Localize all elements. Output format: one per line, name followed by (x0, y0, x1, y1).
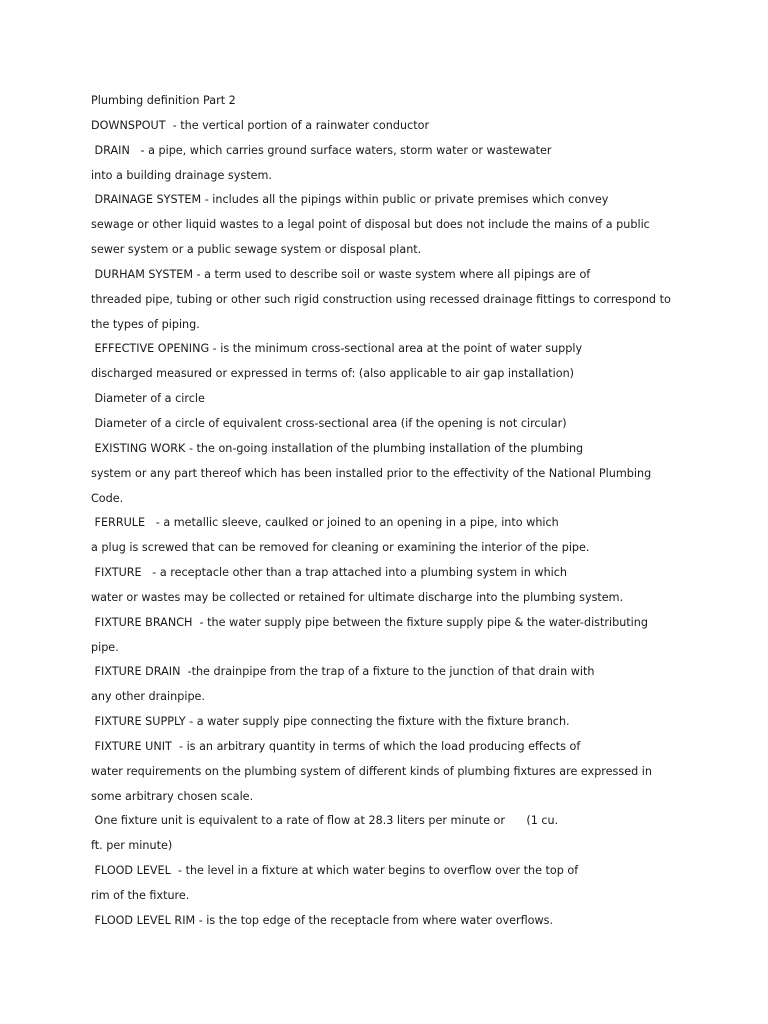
text-line: sewer system or a public sewage system or disposal plant. (91, 243, 422, 257)
text-line: rim of the fixture. (91, 889, 190, 902)
text-line: sewage or other liquid wastes to a legal point of disposal but does not include the mains of a public (91, 218, 650, 232)
text-line: ft. per minute) (91, 839, 173, 853)
document-title: Plumbing definition Part 2 (91, 94, 236, 107)
text-line: the types of piping. (91, 317, 200, 331)
text-line: some arbitrary chosen scale. (91, 789, 254, 803)
text-line: Code. (91, 491, 124, 505)
text-line: FIXTURE DRAIN -the drainpipe from the trap of a fixture to the junction of that drain with (91, 665, 595, 679)
text-line: a plug is screwed that can be removed for cleaning or examining the interior of the pipe. (91, 541, 590, 555)
text-line: FIXTURE BRANCH - the water supply pipe between the fixture supply pipe & the water-distributing (91, 615, 648, 629)
text-line: Diameter of a circle of equivalent cross-sectional area (if the opening is not circular) (91, 416, 567, 430)
text-line: FIXTURE - a receptacle other than a trap attached into a plumbing system in which (91, 566, 568, 580)
text-line: FLOOD LEVEL RIM - is the top edge of the receptacle from where water overflows. (91, 913, 553, 927)
text-line: EXISTING WORK - the on-going installation of the plumbing installation of the plumbing (91, 441, 584, 455)
text-line: DURHAM SYSTEM - a term used to describe soil or waste system where all pipings are of (91, 267, 591, 281)
text-line: DRAIN - a pipe, which carries ground surface waters, storm water or wastewater (91, 143, 552, 157)
text-line: One fixture unit is equivalent to a rate of flow at 28.3 liters per minute or (1 cu. (91, 814, 559, 828)
text-line: water requirements on the plumbing system of different kinds of plumbing fixtures are expressed in (91, 764, 652, 778)
text-line: DOWNSPOUT - the vertical portion of a rainwater conductor (91, 118, 430, 132)
text-line: EFFECTIVE OPENING - is the minimum cross-sectional area at the point of water supply (91, 342, 583, 356)
text-line: pipe. (91, 640, 119, 654)
text-line: threaded pipe, tubing or other such rigid construction using recessed drainage fittings to correspond to (91, 292, 671, 306)
text-line: into a building drainage system. (91, 168, 272, 182)
text-line: FERRULE - a metallic sleeve, caulked or joined to an opening in a pipe, into which (91, 516, 559, 530)
document-text (91, 89, 731, 934)
text-line: discharged measured or expressed in terms of: (also applicable to air gap installation) (91, 367, 575, 381)
text-line: water or wastes may be collected or retained for ultimate discharge into the plumbing system. (91, 590, 624, 604)
text-line: Diameter of a circle (91, 392, 205, 406)
text-line: DRAINAGE SYSTEM - includes all the pipings within public or private premises which convey (91, 193, 609, 207)
text-line: FLOOD LEVEL - the level in a fixture at which water begins to overflow over the top of (91, 864, 579, 878)
text-line: FIXTURE UNIT - is an arbitrary quantity in terms of which the load producing effects of (91, 739, 581, 753)
text-line: FIXTURE SUPPLY - a water supply pipe connecting the fixture with the fixture branch. (91, 715, 570, 729)
text-line: system or any part thereof which has been installed prior to the effectivity of the National Plumbing (91, 466, 652, 480)
text-line: any other drainpipe. (91, 690, 205, 704)
